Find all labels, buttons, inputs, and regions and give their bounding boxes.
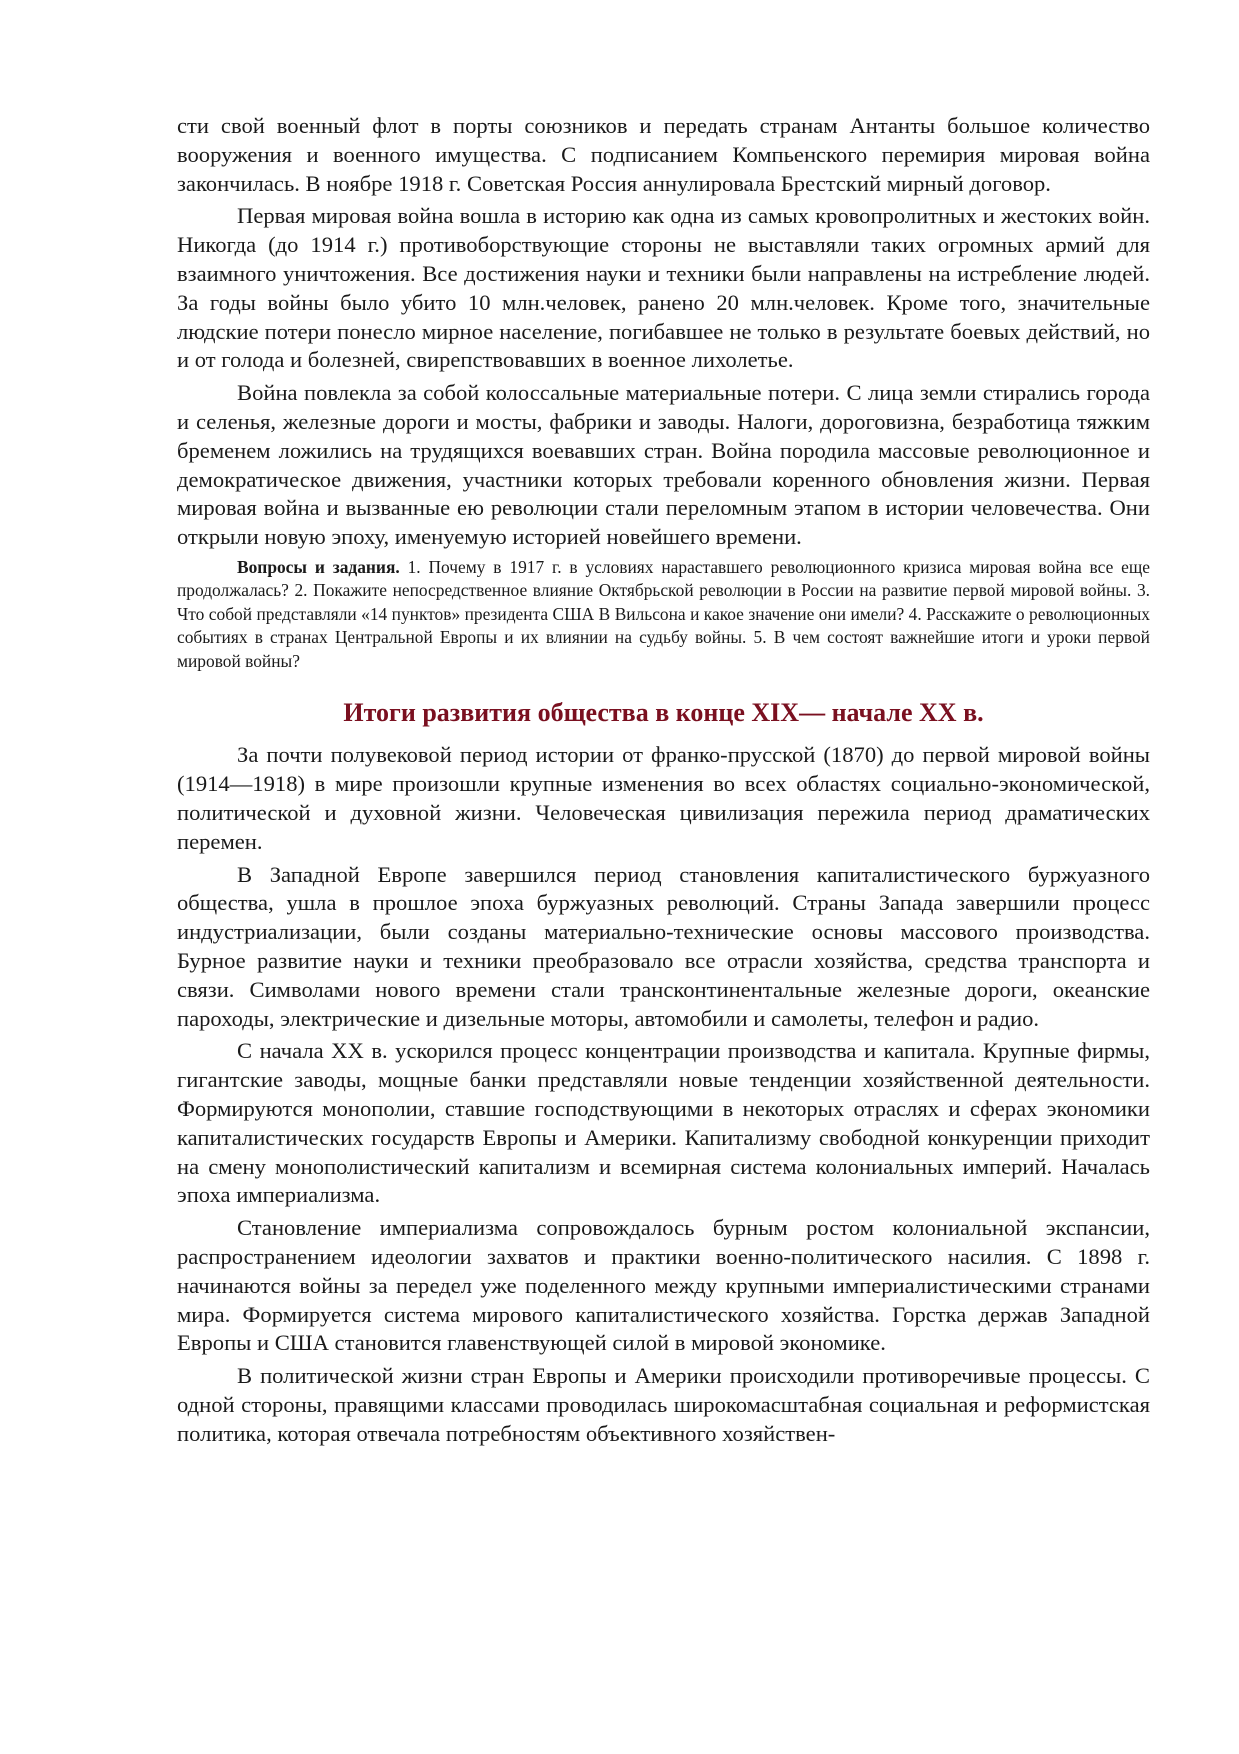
paragraph-material-losses: Война повлекла за собой колоссальные материальные потери. С лица земли стирались города и селенья, железные дороги и мосты, фабрики и заводы. Налоги, дороговизна, безработица тяжким бременем ложились на трудящихся воевавших стран. Война породила массовые революционное и демократическое движения, участники которых требовали коренного обновления жизни. Первая мировая война и вызванные ею революции стали переломным этапом в истории человечества. Они открыли новую эпоху, именуемую историей новейшего времени. [177, 380, 1150, 550]
section-title: Итоги развития общества в конце XIX— начале XX в. [343, 698, 984, 728]
questions-text: 1. Почему в 1917 г. в условиях нараставшего революционного кризиса мировая война все еще продолжалась? 2. Покажите непосредственное влияние Октябрьской революции в России на развитие первой мировой войны. 3. Что собой представляли «14 пунктов» президента США В Вильсона и какое значение они имели? 4. Расскажите о революционных событиях в странах Центральной Европы и их влиянии на судьбу войны. 5. В чем состоят важнейшие итоги и уроки первой мировой войны? [177, 556, 1150, 671]
paragraph-western-europe: В Западной Европе завершился период становления капиталистического буржуазного общества, ушла в прошлое эпоха буржуазных революций. Страны Запада завершили процесс индустриализации, были созданы материально-технические основы массового производства. Бурное развитие науки и техники преобразовало все отрасли хозяйства, средства транспорта и связи. Символами нового времени стали трансконтинентальные железные дороги, океанские пароходы, электрические и дизельные моторы, автомобили и самолеты, телефон и радио. [177, 861, 1150, 1031]
paragraph-war-losses: Первая мировая война вошла в историю как одна из самых кровопролитных и жестоких войн. Никогда (до 1914 г.) противоборствующие стороны не выставляли таких огромных армий для взаимного уничтожения. Все достижения науки и техники были направлены на истребление людей. За годы войны было убито 10 млн.человек, ранено 20 млн.человек. Кроме того, значительные людские потери понесло мирное население, погибавшее не только в результате боевых действий, но и от голода и болезней, свирепствовавших в военное лихолетье. [177, 203, 1150, 373]
paragraph-concentration: С начала XX в. ускорился процесс концентрации производства и капитала. Крупные фирмы, гигантские заводы, мощные банки представляли новые тенденции хозяйственной деятельности. Формируются монополии, ставшие господствующими в некоторых отраслях и сферах экономики капиталистических государств Европы и Америки. Капитализму свободной конкуренции приходит на смену монополистический капитализм и всемирная система колониальных империй. Началась эпоха империализма. [177, 1038, 1150, 1208]
document-page [177, 112, 1150, 1453]
paragraph-half-century: За почти полувековой период истории от франко-прусской (1870) до первой мировой войны (1914—1918) в мире произошли крупные изменения во всех областях социально-экономической, политической и духовной жизни. Человеческая цивилизация пережила период драматических перемен. [177, 742, 1150, 854]
questions-label: Вопросы и задания. [237, 556, 400, 577]
paragraph-war-end: сти свой военный флот в порты союзников и передать странам Антанты большое количество вооружения и военного имущества. С подписанием Компьенского перемирия мировая война закончилась. В ноябре 1918 г. Советская Россия аннулировала Брестский мирный договор. [177, 113, 1150, 196]
questions-block [177, 556, 1150, 674]
paragraph-political-life: В политической жизни стран Европы и Америки происходили противоречивые процессы. С одной стороны, правящими классами проводилась широкомасштабная социальная и реформистская политика, которая отвечала потребностям объективного хозяйствен- [177, 1363, 1150, 1446]
paragraph-imperialism: Становление империализма сопровождалось бурным ростом колониальной экспансии, распространением идеологии захватов и практики военно-политического насилия. С 1898 г. начинаются войны за передел уже поделенного между крупными империалистическими странами мира. Формируется система мирового капиталистического хозяйства. Горстка держав Западной Европы и США становится главенствующей силой в мировой экономике. [177, 1215, 1150, 1356]
